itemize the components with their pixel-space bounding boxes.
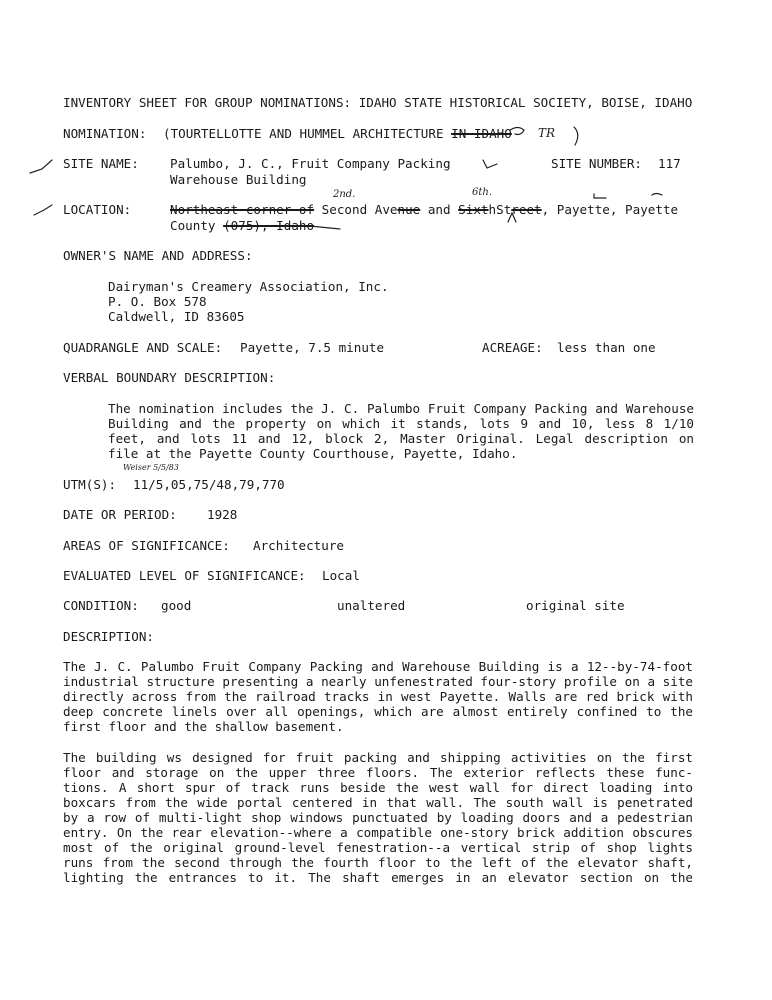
owner-line: Caldwell, ID 83605 [108, 309, 245, 324]
description-p2-line: runs from the second through the fourth floor to the left of the elevator shaft, [63, 855, 693, 870]
nomination-struck-text: IN IDAHO [451, 126, 512, 141]
nomination-value: TOURTELLOTTE AND HUMMEL ARCHITECTURE [170, 126, 444, 141]
location-struck-sixth: Sixt [458, 202, 489, 217]
nomination-label: NOMINATION: [63, 126, 147, 141]
description-p2-line: by a row of multi-light shop windows punctuated by loading doors and a pedestrian [63, 810, 693, 825]
description-p2-line: floor and storage on the upper three floors. The exterior reflects these func- [63, 765, 693, 780]
location-county: County [170, 218, 216, 233]
boundary-line: Building and the property on which it stands, lots 9 and 10, less 8 1/10 [108, 416, 694, 431]
location-and: and [427, 202, 451, 217]
site-name-check-mark [30, 160, 52, 173]
description-p1-line: deep concrete linels over all openings, which are almost entirely confined to the [63, 704, 693, 719]
condition-value-1: good [161, 598, 192, 613]
boundary-line: The nomination includes the J. C. Palumbo Fruit Company Packing and Warehouse [108, 401, 694, 416]
condition-value-2: unaltered [337, 598, 406, 613]
site-name-check-mark-inline [483, 160, 497, 168]
date-value: 1928 [207, 507, 238, 522]
level-value: Local [322, 568, 360, 583]
condition-label: CONDITION: [63, 598, 139, 613]
description-p2-line: lighting the entrances to it. The shaft emerges in an elevator section on the [63, 870, 693, 885]
date-label: DATE OR PERIOD: [63, 507, 177, 522]
quadrangle-label: QUADRANGLE AND SCALE: [63, 340, 223, 355]
quadrangle-value: Payette, 7.5 minute [240, 340, 385, 355]
document-header: INVENTORY SHEET FOR GROUP NOMINATIONS: IDAHO STATE HISTORICAL SOCIETY, BOISE, IDAHO [63, 95, 693, 110]
location-check-mark [34, 205, 52, 215]
nomination-value-line: (TOURTELLOTTE AND HUMMEL ARCHITECTURE IN IDAHO [163, 126, 512, 141]
site-number-label: SITE NUMBER: [551, 156, 642, 171]
nomination-handwritten-paren [574, 127, 578, 145]
areas-label: AREAS OF SIGNIFICANCE: [63, 538, 230, 553]
utm-value: 11/5,05,75/48,79,770 [133, 477, 285, 492]
nomination-handwritten-squiggle [510, 128, 524, 135]
description-p2-line: tions. A short spur of track runs beside the west wall for direct loading into [63, 780, 693, 795]
utm-handwritten-note: Weiser 5/5/83 [123, 463, 179, 472]
site-name-label: SITE NAME: [63, 156, 139, 171]
level-label: EVALUATED LEVEL OF SIGNIFICANCE: [63, 568, 306, 583]
description-p2-line: boxcars from the wide portal centered in that wall. The south wall is penetrated [63, 795, 693, 810]
location-label: LOCATION: [63, 202, 132, 217]
location-rest: , Payette, Payette [541, 202, 679, 217]
description-label: DESCRIPTION: [63, 629, 154, 644]
location-caret [508, 213, 516, 222]
location-trailing-stroke [310, 226, 340, 229]
location-hw-second: 2nd. [333, 189, 356, 200]
condition-value-3: original site [526, 598, 625, 613]
site-number-value: 117 [658, 156, 681, 171]
description-p1-line: directly across from the railroad tracks in west Payette. Walls are red brick with [63, 689, 693, 704]
areas-value: Architecture [253, 538, 344, 553]
owner-line: Dairyman's Creamery Association, Inc. [108, 279, 389, 294]
location-street1: Second Ave [321, 202, 398, 217]
location-struck-prefix: Northeast corner of [170, 202, 315, 217]
description-p2-line: The building ws designed for fruit packing and shipping activities on the first [63, 750, 693, 765]
site-name-line1: Palumbo, J. C., Fruit Company Packing [170, 156, 451, 171]
description-p2-line: entry. On the rear elevation--where a compatible one-story brick addition obscures [63, 825, 693, 840]
location-h: h [488, 202, 497, 217]
location-struck-reet: reet [511, 202, 542, 217]
location-st: St [496, 202, 512, 217]
site-name-line2: Warehouse Building [170, 172, 307, 187]
location-correction-2 [652, 194, 662, 196]
boundary-line: feet, and lots 11 and 12, block 2, Master Original. Legal description on [108, 431, 694, 446]
acreage-label: ACREAGE: [482, 340, 543, 355]
owner-line: P. O. Box 578 [108, 294, 207, 309]
acreage-value: less than one [557, 340, 656, 355]
location-correction-1 [594, 194, 606, 198]
boundary-label: VERBAL BOUNDARY DESCRIPTION: [63, 370, 276, 385]
location-hw-sixth: 6th. [472, 187, 492, 198]
description-p2-line: most of the original ground-level fenestration--a vertical strip of shop lights [63, 840, 693, 855]
location-struck-nue: nue [397, 202, 421, 217]
location-struck-county: (075), Idaho [223, 218, 315, 233]
owner-label: OWNER'S NAME AND ADDRESS: [63, 248, 253, 263]
nomination-handwritten-note: TR [538, 126, 556, 140]
boundary-line: file at the Payette County Courthouse, Payette, Idaho. [108, 446, 518, 461]
description-p1-line: first floor and the shallow basement. [63, 719, 344, 734]
description-p1-line: The J. C. Palumbo Fruit Company Packing and Warehouse Building is a 12--by-74-foot [63, 659, 693, 674]
utm-label: UTM(S): [63, 477, 117, 492]
description-p1-line: industrial structure presenting a nearly unfenestrated four-story profile on a site [63, 674, 693, 689]
